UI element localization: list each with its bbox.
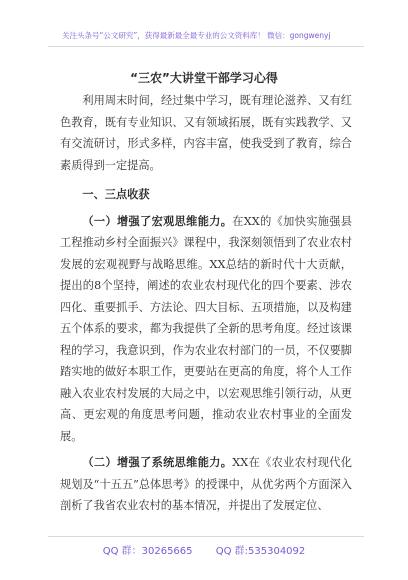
- header-divider: [48, 46, 364, 47]
- footer-qq-group-2: QQ 群:535304092: [215, 546, 306, 557]
- footer-qq-group-1: QQ 群：30265665: [102, 546, 193, 557]
- header-notice: 关注头条号“公文研究”，获得最新最全最专业的公文资料库！ 微信：gongwenyj: [62, 31, 331, 40]
- point-2-text: XX在《农业农村现代化规划及“十五五”总体思考》的授课中，从优劣两个方面深入剖析了我省农业农村的基本情况，并提出了发展定位、: [60, 456, 352, 512]
- point-1-lead: （一）增强了宏观思维能力。: [82, 214, 233, 228]
- point-2-paragraph: [60, 452, 352, 517]
- section-heading: 一、三点收获: [82, 188, 150, 201]
- document-body: [60, 90, 352, 517]
- point-1-text: 在XX的《加快实施强县工程推动乡村全面振兴》课程中，我深刻领悟到了农业农村发展的宏观视野与战略思维。XX总结的新时代十大贡献，提出的8个坚持，阐述的农业农村现代化的四个要素、涉农四化、重要抓手、方法论、四大目标、五项措施，以及构建五个体系的要求，都为我提供了全新的思考角度。经过该课程的学习，我意识到，作为农业农村部门的一员，不仅要脚踏实地的做好本职工作，更要站在更高的角度，将个人工作融入农业农村发展的大局之中，以宏观思维引领行动，从更高、更宏观的角度思考问题，推动农业农村事业的全面发展。: [60, 214, 352, 443]
- point-2-lead: （二）增强了系统思维能力。: [82, 456, 233, 469]
- intro-paragraph: 利用周末时间，经过集中学习，既有理论滋养、又有红色教育，既有专业知识、又有领域拓展，既有实践教学、又有交流研讨，形式多样，内容丰富，使我受到了教育，综合素质得到一定提高。: [60, 94, 352, 172]
- point-1-paragraph: [60, 211, 352, 448]
- footer: [0, 542, 408, 557]
- page-title: “三农”大讲堂干部学习心得: [130, 71, 278, 85]
- footer-divider: [48, 536, 364, 537]
